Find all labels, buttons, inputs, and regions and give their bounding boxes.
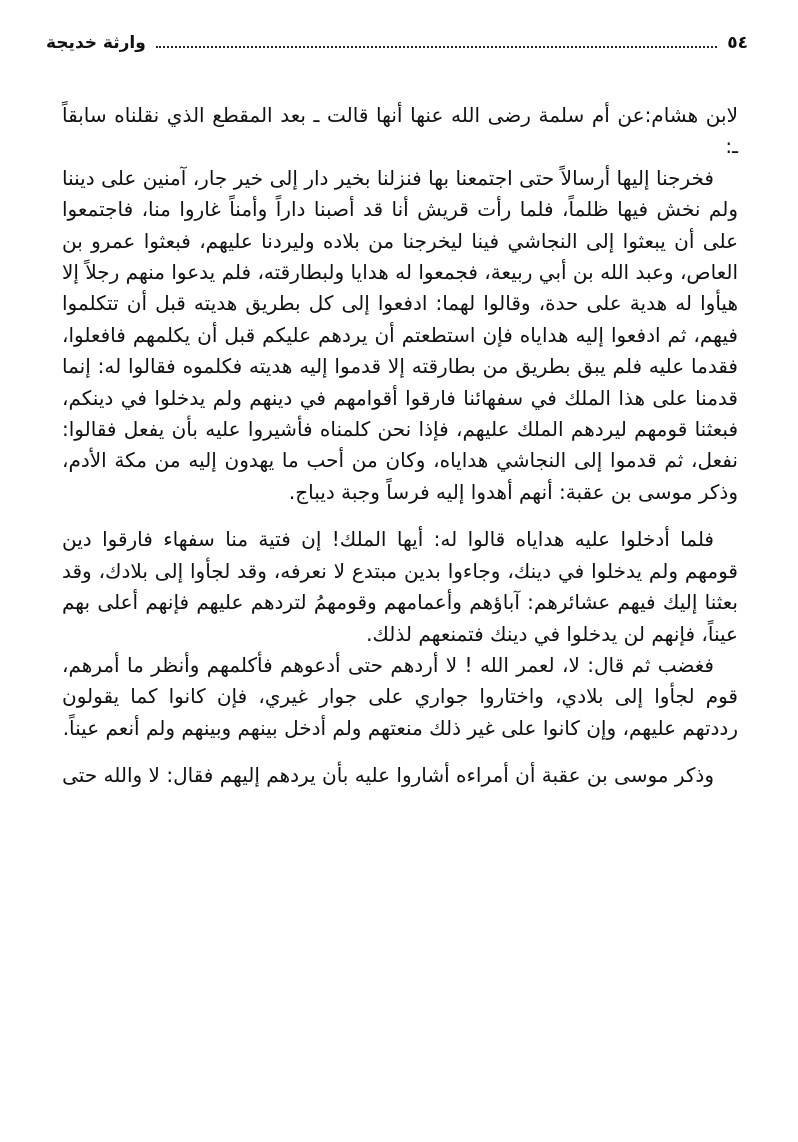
page-number: ٥٤ [727, 33, 748, 53]
paragraph-intro: لابن هشام:عن أم سلمة رضى الله عنها أنها قالت ـ بعد المقطع الذي نقلناه سابقاً ـ: [62, 103, 738, 159]
body-text [62, 100, 738, 792]
paragraph-4: وذكر موسى بن عقبة أن أمراءه أشاروا عليه بأن يردهم إليهم فقال: لا والله حتى [62, 763, 714, 788]
paragraph-2: فلما أدخلوا عليه هداياه قالوا له: أيها الملك! إن فتية منا سفهاء فارقوا دين قومهم ولم يدخلوا في دينك، وجاءوا بدين مبتدع لا نعرفه، وقد لجأوا إلى بلادك، وقد بعثنا إليك فيهم عشائرهم: آباؤهم وأعمامهم وقومهمُ لتردهم عليهم فإنهم أعلى بهم عيناً، فإنهم لن يدخلوا في دينك فتمنعهم لذلك. [62, 527, 738, 646]
running-title: وارثة خديجة [46, 33, 146, 53]
paragraph-1: فخرجنا إليها أرسالاً حتى اجتمعنا بها فنزلنا بخير دار إلى خير جار، آمنين على ديننا ولم نخش فيها ظلماً، فلما رأت قريش أنا قد أصبنا داراً وأمناً غاروا منا، فاجتمعوا على أن يبعثوا إلى النجاشي فينا ليخرجنا من بلاده وليردنا عليهم، فبعثوا عمرو بن العاص، وعبد الله بن أبي ربيعة، فجمعوا له هدايا ولبطارقته، فلم يدعوا منهم رجلاً إلا هيأوا له هدية على حدة، وقالوا لهما: ادفعوا إلى كل بطريق هديته قبل أن تتكلموا فيهم، ثم ادفعوا إليه هداياه فإن استطعتم أن يردهم عليكم قبل أن يكلمهم فافعلوا، فقدما عليه فلم يبق بطريق من بطارقته إلا قدموا إليه هديته فكلموه فقالوا له: إنما قدمنا على هذا الملك في سفهائنا فارقوا أقوامهم في دينهم ولم يدخلوا في دينكم، فبعثنا قومهم ليردهم الملك عليهم، فإذا نحن كلمناه فأشيروا عليه بأن يفعل فقالوا: نفعل، ثم قدموا إلى النجاشي هداياه، وكان من أحب ما يهدون إليه من مكة الأدم، وذكر موسى بن عقبة: أنهم أهدوا إليه فرساً وجبة ديباج. [62, 165, 738, 504]
page-header [46, 28, 748, 58]
paragraph-3: فغضب ثم قال: لا، لعمر الله ! لا أردهم حتى أدعوهم فأكلمهم وأنظر ما أمرهم، قوم لجأوا إلى بلادي، واختاروا جواري على جوار غيري، فإن كانوا كما يقولون رددتهم عليهم، وإن كانوا على غير ذلك منعتهم ولم أدخل بينهم وبينهم ولم أنعم عيناً. [62, 652, 738, 740]
dotted-leader [156, 46, 717, 48]
